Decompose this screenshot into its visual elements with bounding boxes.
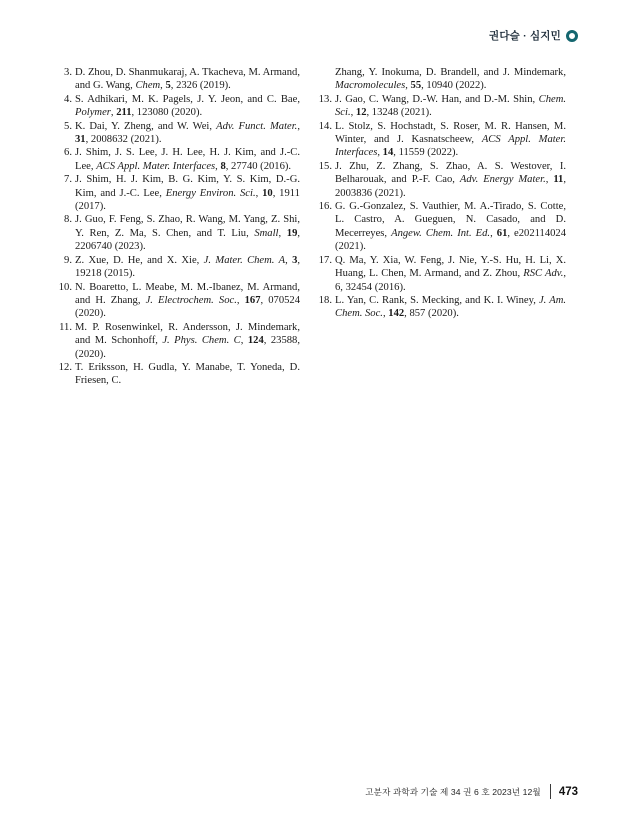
reference-item — [58, 281, 300, 321]
reference-text: , e202114024 (2021). — [335, 227, 567, 253]
reference-number: 15. — [318, 160, 332, 172]
reference-item — [58, 213, 300, 253]
page-number: 473 — [558, 785, 578, 798]
journal-name: Chem — [135, 80, 161, 92]
journal-name: J. Mater. Chem. A — [203, 254, 286, 266]
reference-text: , 123080 (2020). — [131, 107, 203, 119]
references-right-column — [318, 66, 566, 321]
reference-text: , — [215, 160, 221, 172]
volume-number: 61 — [496, 227, 508, 239]
footer-divider — [550, 784, 551, 799]
volume-number: 142 — [388, 308, 405, 320]
reference-text: J. Guo, F. Feng, S. Zhao, R. Wang, M. Yang, Z. Shi, Y. Ren, Z. Ma, S. Chen, and T. Liu, — [75, 214, 300, 239]
volume-number: 167 — [244, 294, 261, 306]
reference-number: 6. — [64, 147, 72, 159]
reference-text: , — [545, 174, 554, 186]
reference-number: 8. — [64, 214, 72, 226]
reference-text: T. Eriksson, H. Gudla, Y. Manabe, T. Yoneda, D. Friesen, C. — [75, 361, 300, 387]
reference-text: , — [285, 254, 293, 266]
reference-text: G. G.-Gonzalez, S. Vauthier, M. A.-Tirado, S. Cotte, L. Castro, A. Gueguen, N. Casado, and D. Mecerreyes, — [335, 201, 566, 239]
reference-text: J. Shim, J. S. Lee, J. H. Lee, H. J. Kim, and J.-C. Lee, — [75, 147, 300, 172]
reference-item — [58, 146, 300, 173]
volume-number: 10 — [262, 187, 273, 199]
reference-item — [318, 200, 566, 254]
reference-text: , — [297, 120, 300, 132]
reference-text: , 11559 (2022). — [393, 147, 459, 159]
reference-text: , — [377, 147, 383, 159]
reference-text: , — [490, 227, 497, 239]
reference-number: 18. — [318, 294, 332, 306]
volume-number: 31 — [75, 134, 86, 146]
volume-number: 12 — [355, 107, 367, 119]
reference-text: S. Adhikari, M. K. Pagels, J. Y. Jeon, and C. Bae, — [75, 93, 300, 105]
reference-item — [318, 93, 566, 120]
journal-name: Small — [254, 227, 279, 239]
journal-name: J. Electrochem. Soc. — [145, 294, 237, 306]
journal-name: RSC Adv. — [523, 268, 564, 280]
reference-text: , 070524 (2020). — [75, 294, 301, 320]
reference-text: , — [110, 107, 117, 119]
reference-text: , 2326 (2019). — [170, 80, 231, 92]
reference-text: , 2206740 (2023). — [75, 227, 301, 253]
reference-number: 7. — [64, 174, 72, 186]
reference-item — [58, 361, 300, 388]
reference-text: K. Dai, Y. Zheng, and W. Wei, — [75, 120, 217, 132]
reference-text: Zhang, Y. Inokuma, D. Brandell, and J. Mindemark, — [335, 67, 566, 78]
volume-number: 19 — [286, 227, 298, 239]
volume-number: 3 — [292, 254, 298, 266]
journal-name: ACS Appl. Mater. Interfaces — [96, 160, 216, 172]
reference-text: D. Zhou, D. Shanmukaraj, A. Tkacheva, M. Armand, and G. Wang, — [75, 67, 300, 92]
reference-number: 5. — [64, 120, 72, 132]
reference-item — [58, 66, 300, 93]
reference-text: N. Boaretto, L. Meabe, M. M.-Ibanez, M. Armand, and H. Zhang, — [75, 281, 300, 306]
reference-item — [58, 93, 300, 120]
reference-item — [318, 254, 566, 294]
volume-number: 8 — [220, 160, 226, 172]
reference-number: 10. — [58, 281, 72, 293]
reference-text: , — [382, 308, 389, 320]
reference-item — [58, 173, 300, 213]
reference-text: , — [350, 107, 356, 119]
journal-name: Macromolecules — [335, 80, 406, 92]
page-footer — [365, 784, 578, 799]
reference-text: , — [240, 335, 248, 347]
volume-number: 211 — [116, 107, 132, 119]
journal-name: Chem. Sci. — [335, 93, 566, 119]
references-left-column — [58, 66, 300, 388]
reference-text: , — [405, 80, 411, 92]
reference-item — [318, 294, 566, 321]
reference-item — [58, 254, 300, 281]
reference-number: 13. — [318, 93, 332, 105]
reference-text: , 1911 (2017). — [75, 187, 300, 213]
reference-item — [318, 120, 566, 160]
journal-name: Adv. Funct. Mater. — [216, 120, 298, 132]
reference-text: , 6, 32454 (2016). — [335, 268, 566, 293]
reference-text: , — [236, 294, 245, 306]
reference-item — [318, 160, 566, 200]
reference-text: Z. Xue, D. He, and X. Xie, — [75, 254, 204, 266]
journal-name: J. Am. Chem. Soc. — [335, 294, 567, 320]
journal-name: Energy Environ. Sci. — [165, 187, 256, 199]
reference-text: , — [160, 80, 166, 92]
journal-name: Adv. Energy Mater. — [459, 174, 546, 186]
volume-number: 55 — [410, 80, 422, 92]
reference-text: Q. Ma, Y. Xia, W. Feng, J. Nie, Y.-S. Hu, H. Li, X. Huang, L. Chen, M. Armand, and Z. Zhou, — [335, 254, 566, 280]
footer-journal-info: 고분자 과학과 기술 제 34 권 6 호 2023년 12월 — [365, 786, 541, 797]
reference-number: 9. — [64, 254, 72, 266]
reference-number: 3. — [64, 67, 72, 78]
reference-number: 14. — [318, 120, 332, 132]
reference-number: 16. — [318, 201, 332, 213]
reference-number: 11. — [59, 321, 72, 333]
reference-text: , — [255, 187, 263, 199]
volume-number: 11 — [553, 174, 564, 186]
volume-number: 14 — [382, 147, 394, 159]
reference-text: L. Stolz, S. Hochstadt, S. Roser, M. R. Hansen, M. Winter, and J. Kasnatscheew, — [335, 120, 566, 146]
reference-text: J. Zhu, Z. Zhang, S. Zhao, A. S. Westover, I. Belharouak, and P.-F. Cao, — [335, 160, 566, 186]
reference-text: , 23588, (2020). — [75, 335, 300, 360]
volume-number: 5 — [165, 80, 171, 92]
reference-text: , 19218 (2015). — [75, 254, 301, 280]
journal-name: Polymer — [75, 107, 111, 119]
reference-item — [58, 321, 300, 361]
reference-number: 4. — [64, 93, 72, 105]
journal-name: Angew. Chem. Int. Ed. — [391, 227, 491, 239]
reference-number: 12. — [58, 361, 72, 373]
reference-text: , 2008632 (2021). — [85, 134, 162, 146]
page-header — [489, 28, 578, 43]
reference-text: M. P. Rosenwinkel, R. Andersson, J. Mindemark, and M. Schonhoff, — [75, 321, 300, 347]
header-authors: 권다슬 · 심지민 — [489, 30, 561, 42]
reference-number: 17. — [318, 254, 332, 266]
reference-text: , 10940 (2022). — [421, 80, 487, 92]
reference-text: , 2003836 (2021). — [335, 174, 566, 199]
reference-text: , 857 (2020). — [404, 308, 459, 320]
reference-text: , — [278, 227, 287, 239]
reference-text: , 27740 (2016). — [225, 160, 292, 172]
reference-text: , 13248 (2021). — [366, 107, 432, 119]
journal-name: J. Phys. Chem. C — [162, 335, 241, 347]
reference-item — [58, 120, 300, 147]
journal-name: ACS Appl. Mater. Interfaces — [335, 134, 566, 159]
reference-text: L. Yan, C. Rank, S. Mecking, and K. I. Winey, — [335, 294, 539, 306]
reference-item — [318, 66, 566, 93]
reference-text: J. Shim, H. J. Kim, B. G. Kim, Y. S. Kim, D.-G. Kim, and J.-C. Lee, — [75, 174, 300, 199]
reference-text: J. Gao, C. Wang, D.-W. Han, and D.-M. Shin, — [335, 93, 539, 105]
ring-icon — [566, 30, 578, 42]
volume-number: 124 — [247, 335, 264, 347]
